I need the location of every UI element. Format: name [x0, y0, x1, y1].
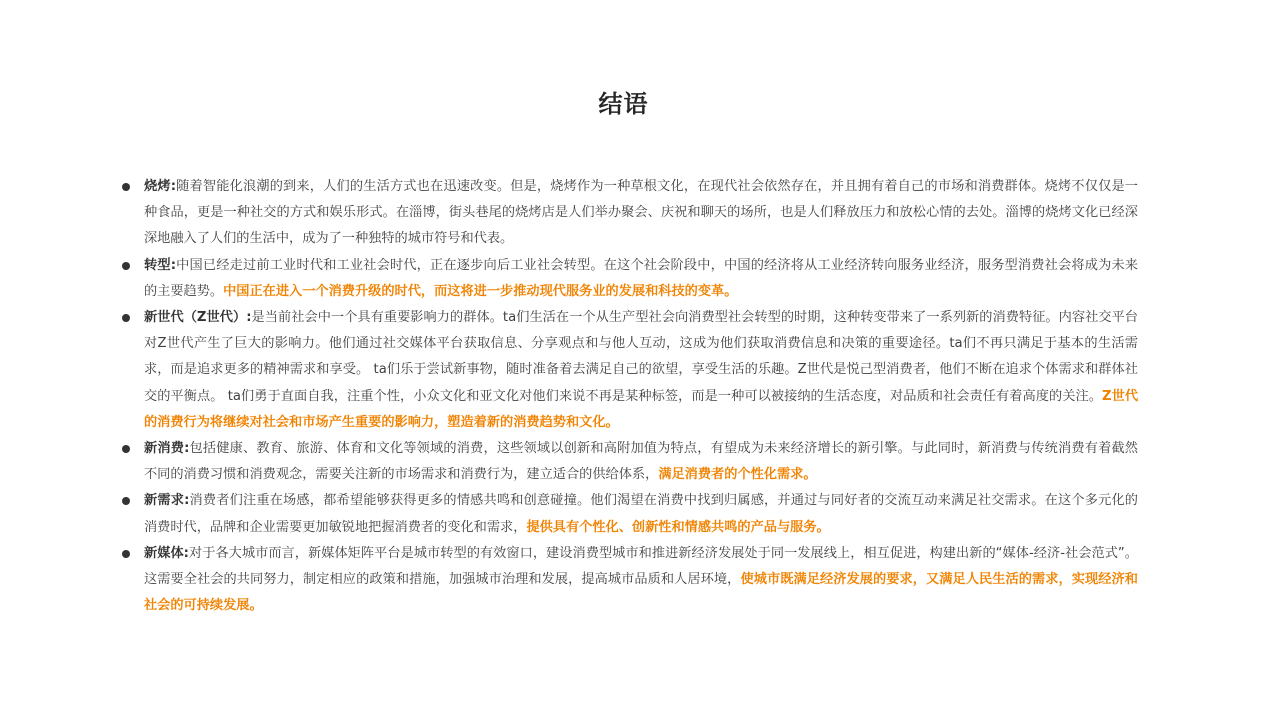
bullet-highlight: 提供具有个性化、创新性和情感共鸣的产品与服务。 [526, 519, 830, 535]
bullet-text: 是当前社会中一个具有重要影响力的群体。ta们生活在一个从生产型社会向消费型社会转型的时期，这种转变带来了一系列新的消费特征。内容社交平台对Z世代产生了巨大的影响力。他们通过社交媒体平台获取信息、分享观点和与他人互动，这成为他们获取消费信息和决策的重要途径。ta们不再只满足于基本的生活需求，而是追求更多的精神需求和享受。 ta们乐于尝试新事物，随时准备着去满足自己的欲望，享受生活的乐趣。Z世代是悦己型消费者，他们不断在追求个体需求和群体社交的平衡点。 ta们勇于直面自我，注重个性，小众文化和亚文化对他们来说不再是某种标签，而是一种可以被接纳的生活态度，对品质和社会责任有着高度的关注。 [144, 310, 1138, 404]
bullet-term: 新消费: [144, 441, 190, 457]
bullet-term: 烧烤: [144, 179, 176, 194]
bullet-item-transformation [120, 253, 1138, 305]
bullet-item-gen-z [120, 305, 1138, 436]
bullet-highlight: 使城市既满足经济发展的要求，又满足人民生活的需求，实现经济和社会的可持续发展。 [144, 572, 1138, 614]
bullet-item-bbq [120, 174, 1138, 253]
bullet-term: 新需求: [144, 493, 190, 509]
bullet-list [120, 174, 1138, 619]
bullet-term: 转型: [144, 257, 176, 273]
bullet-highlight: 中国正在进入一个消费升级的时代，而这将进一步推动现代服务业的发展和科技的变革。 [223, 283, 738, 299]
page-title: 结语 [598, 90, 649, 118]
bullet-text: 随着智能化浪潮的到来，人们的生活方式也在迅速改变。但是，烧烤作为一种草根文化，在现代社会依然存在，并且拥有着自己的市场和消费群体。烧烤不仅仅是一种食品，更是一种社交的方式和娱乐形式。在淄博，街头巷尾的烧烤店是人们举办聚会、庆祝和聊天的场所，也是人们释放压力和放松心情的去处。淄博的烧烤文化已经深深地融入了人们的生活中，成为了一种独特的城市符号和代表。 [144, 179, 1138, 247]
bullet-highlight: Z世代的消费行为将继续对社会和市场产生重要的影响力，塑造着新的消费趋势和文化。 [144, 388, 1139, 430]
bullet-term: 新媒体: [144, 545, 189, 561]
bullet-text: 消费者们注重在场感，都希望能够获得更多的情感共鸣和创意碰撞。他们渴望在消费中找到归属感，并通过与同好者的交流互动来满足社交需求。在这个多元化的消费时代，品牌和企业需要更加敏锐地把握消费者的变化和需求， [144, 493, 1138, 535]
bullet-highlight: 满足消费者的个性化需求。 [658, 467, 817, 483]
bullet-text: 对于各大城市而言，新媒体矩阵平台是城市转型的有效窗口，建设消费型城市和推进新经济发展处于同一发展线上，相互促进，构建出新的“媒体-经济-社会范式”。这需要全社会的共同努力，制定相应的政策和措施，加强城市治理和发展，提高城市品质和人居环境， [144, 545, 1138, 588]
bullet-item-new-media [120, 541, 1138, 620]
bullet-item-new-demand [120, 488, 1138, 540]
bullet-text: 中国已经走过前工业时代和工业社会时代，正在逐步向后工业社会转型。在这个社会阶段中，中国的经济将从工业经济转向服务业经济，服务型消费社会将成为未来的主要趋势。 [144, 257, 1138, 299]
bullet-item-new-consumption [120, 436, 1138, 488]
bullet-text: 包括健康、教育、旅游、体育和文化等领域的消费，这些领域以创新和高附加值为特点，有望成为未来经济增长的新引擎。与此同时，新消费与传统消费有着截然不同的消费习惯和消费观念，需要关注新的市场需求和消费行为，建立适合的供给体系， [144, 441, 1138, 483]
bullet-term: 新世代（Z世代）: [144, 310, 252, 326]
